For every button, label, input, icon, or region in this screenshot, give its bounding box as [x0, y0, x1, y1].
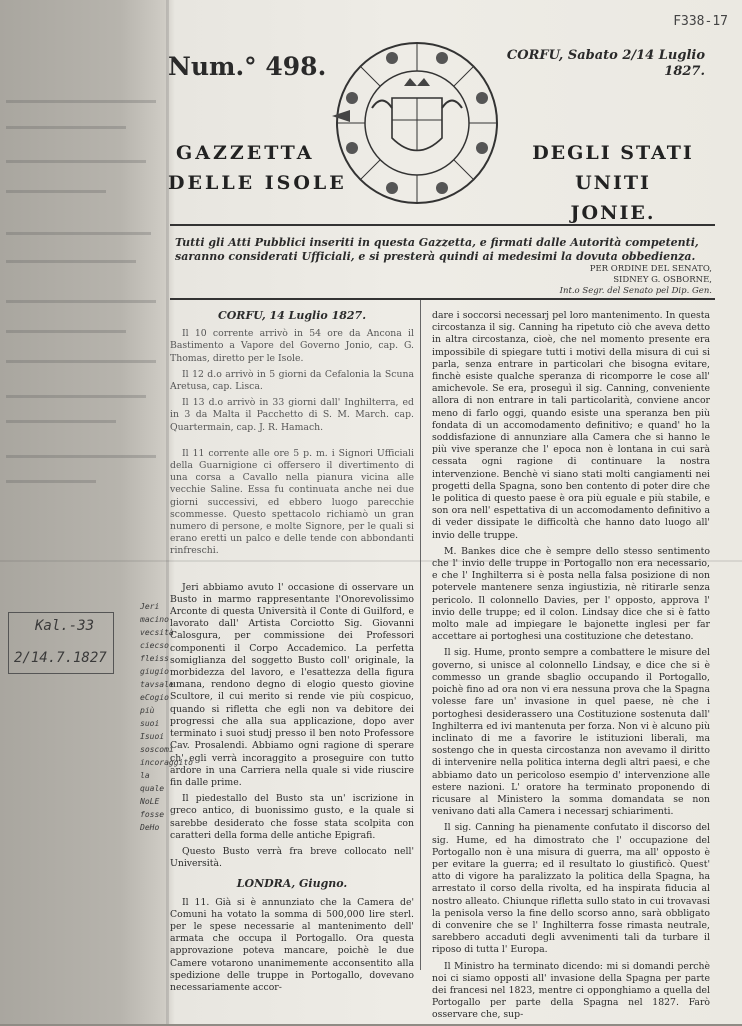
margin-word: giugio: [140, 667, 169, 676]
margin-word: fosse: [140, 810, 165, 819]
margin-word: eCogio: [140, 693, 169, 702]
title-jonie: JONIE.: [570, 202, 656, 224]
paragraph: M. Bankes dice che è sempre dello stesso sentimento che l' invio delle truppe in Portogallo non era necessario, e che l' Inghilterra si è posta nella falsa posizione di non potervele mantenere senza ingiustizia, nè ritirarle senza pericolo. Il colonnello Davies, per l' opposto, approva l' invio delle truppe; ed il colon. Lindsay dice che si è fatto molto male ad impiegare le bajonette inglesi per far accettare ai portoghesi una costituzione che detestano.: [432, 545, 710, 643]
issue-number: Num.° 498.: [168, 52, 327, 81]
margin-word: soscomi: [140, 745, 174, 754]
handwritten-kal-note: Kal.-33: [35, 618, 95, 634]
title-right: [513, 138, 713, 228]
order-line-1: PER ORDINE DEL SENATO,: [589, 264, 712, 274]
title-left: [168, 138, 347, 198]
title-stati-uniti: DEGLI STATI UNITI: [532, 142, 694, 194]
paragraph: Il 11. Già si è annunziato che la Camera de' Comuni ha votato la somma di 500,000 lire sterl. per le spese necessarie al mantenimento dell' armata che occupa il Portogallo. Ora questa approvazione poteva mancare, poichè le due Camere votarono unanimemente acconsentito alla spedizione delle truppe in Portogallo, dovevano necessariamente accor-: [170, 896, 414, 993]
paragraph: dare i soccorsi necessarj pel loro mantenimento. In questa circostanza il sig. Canning ha ripetuto ciò che aveva detto in altra circostanza, cioè, che nel momento presente era impossibile di spiegare tutti i motivi della misura di cui si parla, senza entrare in particolari che bisogna evitare, finchè esiste qualche speranza di ricomporre le cose all' amichevole. Se era, proseguì il sig. Canning, conveniente allora di non entrare in tali particolarità, conviene ancor meno di farlo oggi, quando esiste una speranza ben più fondata di un accomodamento definitivo; e quand' ho la soddisfazione di annunziare alla Camera che si hanno le più vive speranze che l' epoca non è lontana in cui sarà cessata ogni ragione di continuare la nostra intervenzione. Benchè vi siano stati molti cangiamenti nei progetti della Spagna, sono ben contento di poter dire che le politica di questo paese è ora più eguale e più stabile, e son ora nell' espettativa di un accomodamento definitivo a di veder dissipate le difficoltà che hanno dato luogo all' invio delle truppe.: [432, 310, 710, 541]
margin-word: incoraggito: [140, 758, 193, 767]
paragraph: Il sig. Hume, pronto sempre a combattere le misure del governo, si unisce al colonnello Lindsay, e dice che si è commesso un grande sbaglio occupando il Portogallo, poichè fino ad ora non vi era nessuna prova che la Spagna volesse fare un' invasione in quel paese, nè che i portoghesi desiderassero una Costituzione sostenuta dall' Inghilterra ed ivi mantenuta per forza. Non vi è alcuno più inclinato di me a favorire le istituzioni liberali, ma sostengo che in questa circostanza non avevamo il diritto di intervenire nella politica interna degli altri paesi, e che abbiamo dato un pericoloso esempio d' intervenzione alle estere nazioni. L' oratore ha terminato proponendo di ricusare al Ministero la somma domandata se non venivano dati alla Camera i necessarj schiarimenti.: [432, 647, 710, 818]
dateline: [505, 48, 705, 80]
title-gazzetta: GAZZETTA: [176, 142, 315, 164]
paragraph: Questo Busto verrà fra breve collocato nell' Università.: [170, 845, 414, 870]
masthead-rule: [170, 224, 715, 226]
handwritten-date-note: 2/14.7.1827: [14, 650, 107, 666]
dateline-place-date: CORFU, Sabato 2/14 Luglio: [506, 48, 705, 63]
paragraph: Jeri abbiamo avuto l' occasione di osservare un Busto in marmo rappresentante l'Onorevolissimo Arconte di questa Università il Conte di Guilford, e lavorato dall' Artista Corciotto Sig. Giovanni Calosgura, per commissione dei Professori componenti il Corpo Accademico. La perfetta somiglianza del soggetto Busto coll' originale, la morbidezza del lavoro, e l'esattezza della figura umana, rendono degno di elogio questo giovine Scultore, il cui merito si rende vie più cospicuo, quando si rifletta che egli non va debitore dei progressi che alla sua applicazione, dopo aver terminato i suoi studj presso il ben noto Professore Cav. Prosalendi. Abbiamo ogni ragione di sperare ch' egli verrà incoraggito a proseguire con tutto ardore in una Carriera nella quale si vide riuscire fin dalle prime.: [170, 581, 414, 788]
paragraph: Il 10 corrente arrivò in 54 ore da Ancona il Bastimento a Vapore del Governo Jonio, cap. G. Thomas, diretto per le Isole.: [170, 328, 414, 364]
margin-word: macino: [140, 615, 169, 624]
margin-word: Jeri: [140, 602, 160, 611]
margin-word: Isuoi: [140, 732, 165, 741]
paragraph: Il piedestallo del Busto sta un' iscrizione in greco antico, di buonissimo gusto, e la quale si sarebbe desiderato che fosse stata scolpita con caratteri della forma delle antiche Epigrafi.: [170, 793, 414, 841]
notice-rule: [170, 298, 715, 300]
paragraph: Il sig. Canning ha pienamente confutato il discorso del sig. Hume, ed ha dimostrato che l' occupazione del Portogallo non è una misura di guerra, ma all' opposto è per evitare la guerra; ed il resultato lo giustificò. Quest' atto di vigore ha paralizzato la politica della Spagna, ha arrestato il corso della rivolta, ed ha inspirata fiducia al nostro alleato. Chiunque rifletta sullo stato in cui trovavasi la penisola verso la fine dello scorso anno, sarà obbligato di convenire che se l' Inghilterra fosse rimasta neutrale, sarebbero accaduti degli avvenimenti tali da turbare il riposo di tutta l' Europa.: [432, 822, 710, 956]
margin-word: più: [140, 706, 155, 715]
dateline-year: 1827.: [664, 64, 705, 79]
margin-word: ciecso: [140, 641, 169, 650]
margin-word: la quale: [140, 771, 165, 793]
order-line-2: SIDNEY G. OSBORNE,: [613, 275, 712, 285]
handwritten-margin-notes: [140, 600, 193, 834]
margin-word: vecsità: [140, 628, 174, 637]
paragraph: Il 11 corrente alle ore 5 p. m. i Signori Ufficiali della Guarnigione ci offersero il divertimento di una corsa a Cavallo nella pianura vicina alle vecchie Saline. Essa fu continuata anche nei due giorni successivi, ed ebbero luogo parecchie scommesse. Questo spettacolo richiamò un gran numero di persone, e molte Signore, per le quali si erano eretti un palco e delle tende con abbondanti rinfreschi.: [170, 447, 414, 557]
right-column: [432, 310, 710, 1026]
coat-of-arms-seal: [332, 38, 502, 208]
paragraph: Il 12 d.o arrivò in 5 giorni da Cefalonia la Scuna Aretusa, cap. Lisca.: [170, 368, 414, 393]
paragraph: Il Ministro ha terminato dicendo: mi si domandi perchè noi ci siamo opposti all' invasione della Spagna per parte dei francesi nel 1823, mentre ci opponghiamo a quella del Portogallo per parte della Spagna nel 1827. Farò osservare che, sup-: [432, 960, 710, 1021]
paragraph: Il 13 d.o arrivò in 33 giorni dall' Inghilterra, ed in 3 da Malta il Pacchetto di S. M. March. cap. Quartermain, cap. J. R. Hamach.: [170, 397, 414, 433]
margin-word: fleiss: [140, 654, 169, 663]
column-separator: [420, 300, 421, 970]
title-delle-isole: DELLE ISOLE: [168, 172, 347, 194]
order-line-3: Int.o Segr. del Senato pel Dip. Gen.: [559, 286, 712, 296]
corfu-heading: CORFU, 14 Luglio 1827.: [217, 309, 367, 322]
margin-word: tavsale: [140, 680, 174, 689]
archive-reference: F338-17: [673, 14, 728, 29]
london-heading: LONDRA, Giugno.: [236, 877, 348, 891]
senate-order: [500, 264, 712, 297]
margin-word: suoi: [140, 719, 160, 728]
margin-word: NoLE: [140, 797, 160, 806]
left-column: [170, 310, 414, 998]
margin-word: DeHo: [140, 823, 160, 832]
official-notice: Tutti gli Atti Pubblici inseriti in questa Gazzetta, e firmati dalle Autorità competenti, saranno considerati Ufficiali, e si presterà quindi ai medesimi la dovuta obbedienza.: [175, 236, 699, 263]
